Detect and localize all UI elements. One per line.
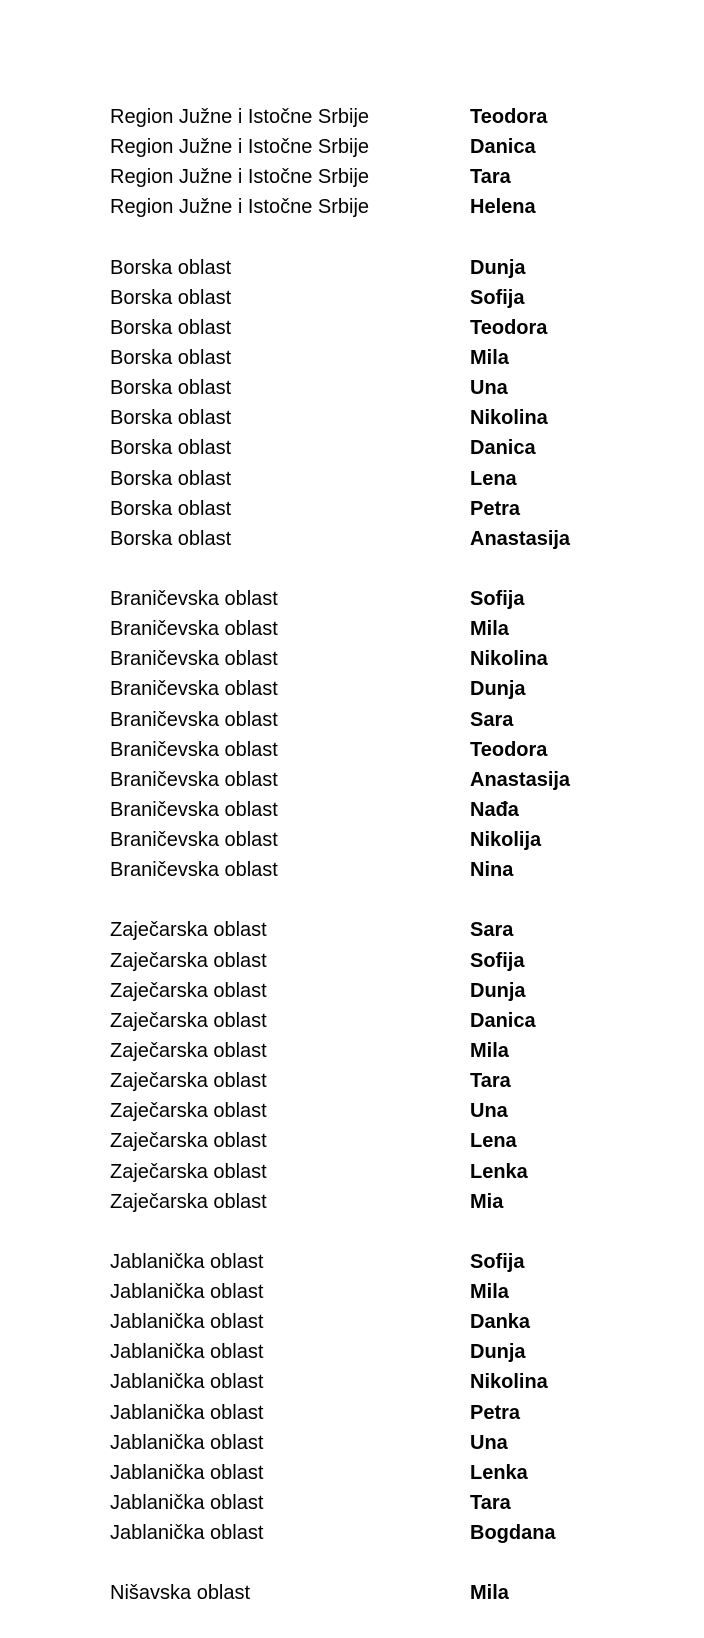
list-item xyxy=(110,283,670,313)
region-label: Braničevska oblast xyxy=(110,829,278,852)
list-item xyxy=(110,735,670,765)
region-label: Braničevska oblast xyxy=(110,738,278,761)
name-value: Nina xyxy=(470,859,514,882)
list-item xyxy=(110,1337,670,1367)
name-list xyxy=(110,102,670,1638)
name-value: Nađa xyxy=(470,799,519,822)
region-label: Jablanička oblast xyxy=(110,1431,264,1454)
region-label: Borska oblast xyxy=(110,527,232,550)
list-item xyxy=(110,705,670,735)
list-item xyxy=(110,1307,670,1337)
list-item xyxy=(110,313,670,343)
name-value: Sofija xyxy=(470,588,525,611)
region-label: Borska oblast xyxy=(110,467,232,490)
region-group xyxy=(110,253,670,554)
name-value: Dunja xyxy=(470,256,526,279)
region-label: Braničevska oblast xyxy=(110,678,278,701)
name-value: Dunja xyxy=(470,1341,526,1364)
list-item xyxy=(110,494,670,524)
region-label: Borska oblast xyxy=(110,407,232,430)
name-value: Danica xyxy=(470,437,536,460)
region-label: Braničevska oblast xyxy=(110,648,278,671)
name-value: Nikolina xyxy=(470,1371,548,1394)
name-value: Una xyxy=(470,1431,508,1454)
region-label: Borska oblast xyxy=(110,347,232,370)
list-item xyxy=(110,1247,670,1277)
list-item xyxy=(110,1187,670,1217)
list-item xyxy=(110,102,670,132)
name-value: Sofija xyxy=(470,286,525,309)
region-label: Zaječarska oblast xyxy=(110,919,267,942)
region-label: Zaječarska oblast xyxy=(110,949,267,972)
name-value: Sofija xyxy=(470,1250,525,1273)
region-label: Zaječarska oblast xyxy=(110,979,267,1002)
region-label: Zaječarska oblast xyxy=(110,1070,267,1093)
region-label: Nišavska oblast xyxy=(110,1582,251,1605)
region-label: Jablanička oblast xyxy=(110,1461,264,1484)
name-value: Danka xyxy=(470,1311,531,1334)
region-label: Borska oblast xyxy=(110,437,232,460)
region-label: Jablanička oblast xyxy=(110,1491,264,1514)
list-item xyxy=(110,1096,670,1126)
name-value: Danica xyxy=(470,136,536,159)
region-label: Zaječarska oblast xyxy=(110,1190,267,1213)
region-label: Region Južne i Istočne Srbije xyxy=(110,106,370,129)
list-item xyxy=(110,584,670,614)
region-label: Zaječarska oblast xyxy=(110,1100,267,1123)
region-label: Zaječarska oblast xyxy=(110,1009,267,1032)
name-value: Nikolija xyxy=(470,829,542,852)
list-item xyxy=(110,765,670,795)
list-item xyxy=(110,1006,670,1036)
region-label: Zaječarska oblast xyxy=(110,1040,267,1062)
name-value: Tara xyxy=(470,166,511,189)
list-item xyxy=(110,1126,670,1156)
name-value: Mila xyxy=(470,1040,509,1062)
list-item xyxy=(110,1157,670,1187)
list-item xyxy=(110,946,670,976)
region-label: Braničevska oblast xyxy=(110,859,278,882)
region-label: Borska oblast xyxy=(110,377,232,400)
region-label: Braničevska oblast xyxy=(110,799,278,822)
name-value: Bogdana xyxy=(470,1522,556,1545)
region-label: Region Južne i Istočne Srbije xyxy=(110,166,370,189)
region-label: Jablanička oblast xyxy=(110,1250,264,1273)
name-value: Teodora xyxy=(470,738,548,761)
list-item xyxy=(110,1066,670,1096)
region-group xyxy=(110,915,670,1216)
list-item xyxy=(110,1518,670,1548)
region-label: Borska oblast xyxy=(110,497,232,520)
region-label: Zaječarska oblast xyxy=(110,1130,267,1153)
name-value: Nikolina xyxy=(470,648,548,671)
region-label: Jablanička oblast xyxy=(110,1371,264,1394)
list-item xyxy=(110,524,670,554)
region-label: Jablanička oblast xyxy=(110,1401,264,1424)
name-value: Anastasija xyxy=(470,768,571,791)
list-item xyxy=(110,1397,670,1427)
region-group xyxy=(110,102,670,223)
name-value: Teodora xyxy=(470,316,548,339)
list-item xyxy=(110,795,670,825)
region-label: Jablanička oblast xyxy=(110,1280,264,1303)
list-item xyxy=(110,1277,670,1307)
list-item xyxy=(110,1458,670,1488)
region-label: Jablanička oblast xyxy=(110,1341,264,1364)
name-value: Sara xyxy=(470,919,514,942)
name-value: Teodora xyxy=(470,106,548,129)
name-value: Dunja xyxy=(470,678,526,701)
name-value: Tara xyxy=(470,1491,511,1514)
list-item xyxy=(110,343,670,373)
list-item xyxy=(110,1036,670,1066)
region-group xyxy=(110,1247,670,1548)
region-label: Borska oblast xyxy=(110,286,232,309)
list-item xyxy=(110,1367,670,1397)
list-item xyxy=(110,614,670,644)
name-value: Petra xyxy=(470,1401,521,1424)
region-group xyxy=(110,584,670,885)
list-item xyxy=(110,373,670,403)
region-label: Jablanička oblast xyxy=(110,1522,264,1545)
name-value: Una xyxy=(470,377,508,400)
name-value: Lena xyxy=(470,1130,517,1153)
name-value: Lenka xyxy=(470,1461,528,1484)
name-value: Mila xyxy=(470,618,509,641)
region-label: Borska oblast xyxy=(110,256,232,279)
name-value: Lenka xyxy=(470,1160,528,1183)
list-item xyxy=(110,162,670,192)
list-item xyxy=(110,433,670,463)
name-value: Una xyxy=(470,1100,508,1123)
name-value: Sara xyxy=(470,708,514,731)
list-item xyxy=(110,674,670,704)
name-value: Dunja xyxy=(470,979,526,1002)
list-item xyxy=(110,253,670,283)
name-value: Sofija xyxy=(470,949,525,972)
name-value: Mila xyxy=(470,1582,509,1605)
list-item xyxy=(110,976,670,1006)
region-label: Braničevska oblast xyxy=(110,708,278,731)
list-item xyxy=(110,1428,670,1458)
name-value: Lena xyxy=(470,467,517,490)
list-item xyxy=(110,1488,670,1518)
name-value: Danica xyxy=(470,1009,536,1032)
list-item xyxy=(110,132,670,162)
region-label: Jablanička oblast xyxy=(110,1311,264,1334)
region-label: Region Južne i Istočne Srbije xyxy=(110,196,370,219)
list-item xyxy=(110,464,670,494)
list-item xyxy=(110,1578,670,1608)
region-label: Region Južne i Istočne Srbije xyxy=(110,136,370,159)
name-value: Anastasija xyxy=(470,527,571,550)
region-group xyxy=(110,1578,670,1608)
list-item xyxy=(110,644,670,674)
name-value: Tara xyxy=(470,1070,511,1093)
name-value: Nikolina xyxy=(470,407,548,430)
list-item xyxy=(110,855,670,885)
region-label: Borska oblast xyxy=(110,316,232,339)
name-value: Helena xyxy=(470,196,536,219)
region-label: Braničevska oblast xyxy=(110,618,278,641)
list-item xyxy=(110,192,670,222)
name-value: Petra xyxy=(470,497,521,520)
name-value: Mila xyxy=(470,1280,509,1303)
list-item xyxy=(110,403,670,433)
region-label: Braničevska oblast xyxy=(110,768,278,791)
name-value: Mia xyxy=(470,1190,504,1213)
region-label: Braničevska oblast xyxy=(110,588,278,611)
list-item xyxy=(110,915,670,945)
region-label: Zaječarska oblast xyxy=(110,1160,267,1183)
name-value: Mila xyxy=(470,347,509,370)
list-item xyxy=(110,825,670,855)
